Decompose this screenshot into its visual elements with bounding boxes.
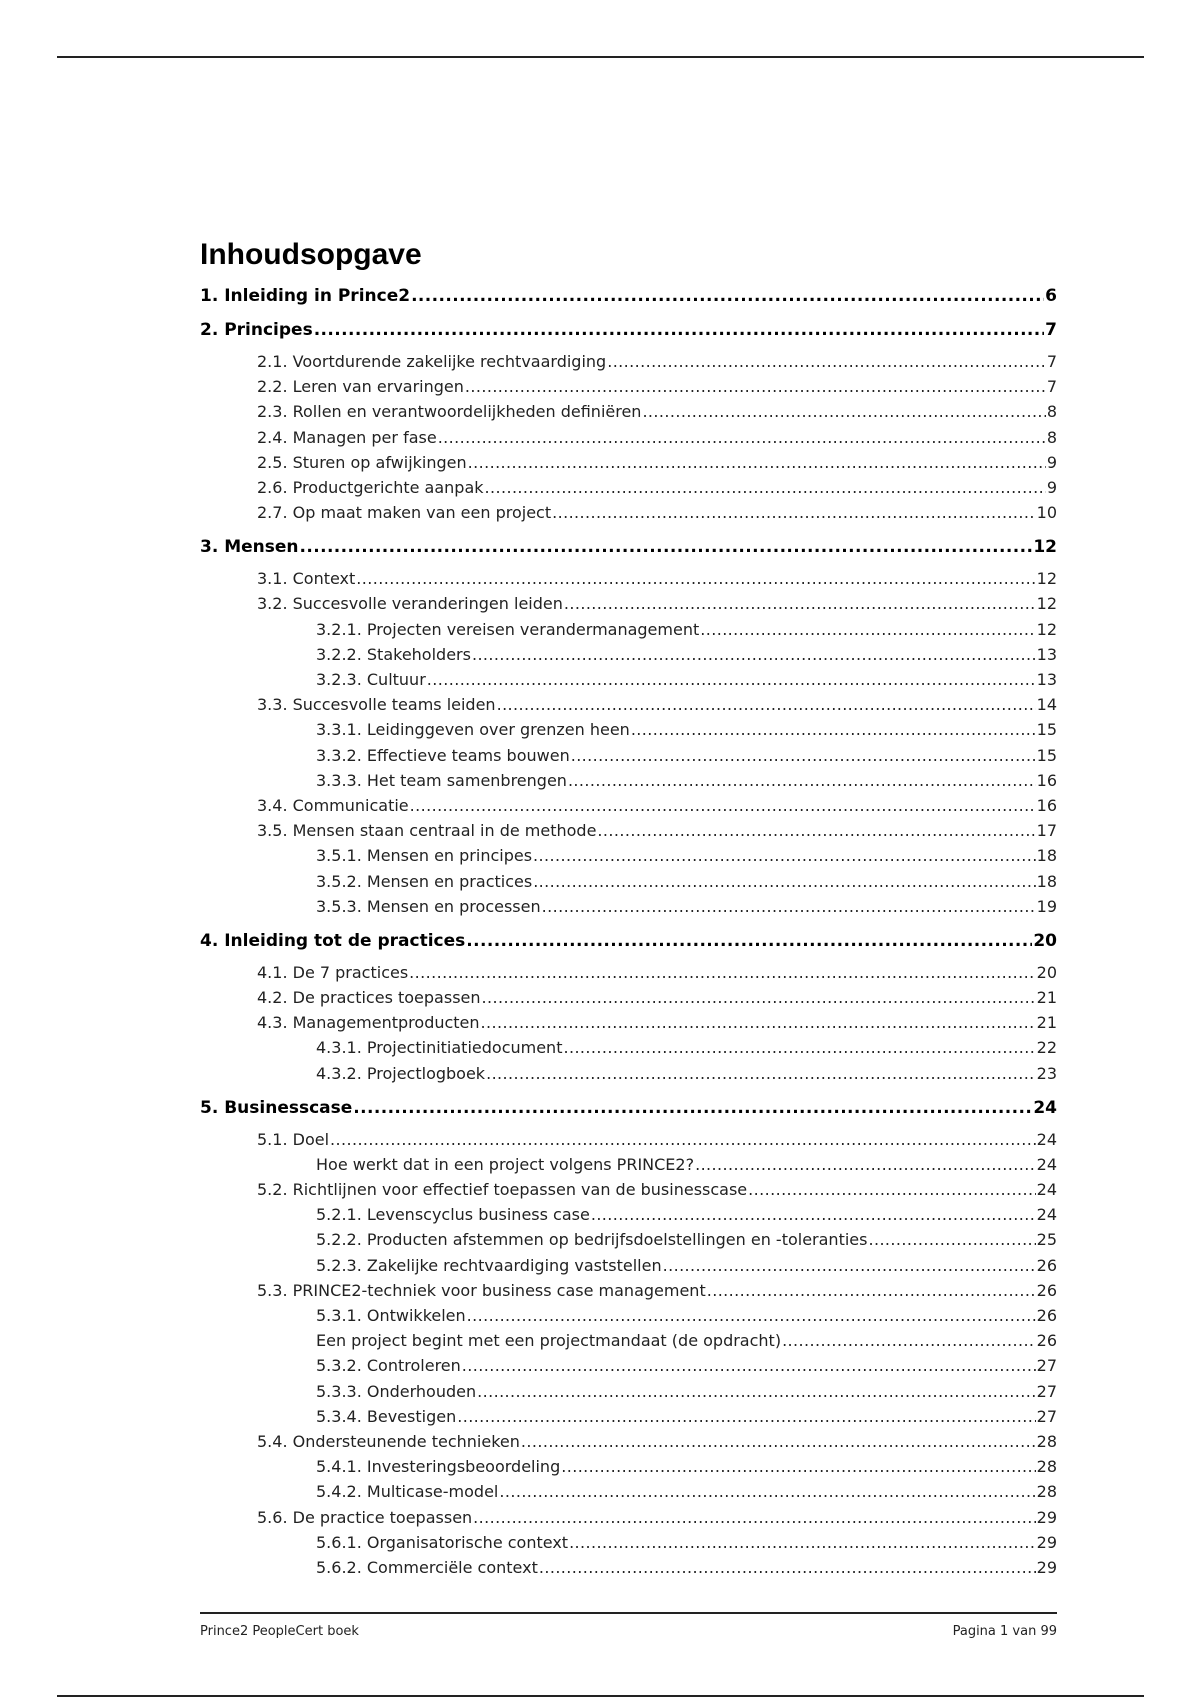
toc-page-number: 16 (1036, 796, 1057, 815)
toc-dot-leader (569, 1533, 1036, 1553)
toc-chapter-entry[interactable] (200, 931, 1057, 951)
toc-dot-leader (591, 1205, 1036, 1225)
toc-dot-leader (314, 320, 1044, 340)
toc-entry-title: 3.3.3. Het team samenbrengen (316, 770, 567, 790)
toc-page-number: 7 (1046, 352, 1057, 371)
toc-entry-title: 5.4.1. Investeringsbeoordeling (316, 1457, 561, 1477)
toc-entry-title: 5.2.2. Producten afstemmen op bedrijfsdoelstellingen en -toleranties (316, 1230, 868, 1250)
toc-page-number: 27 (1036, 1406, 1057, 1426)
toc-page-number: 29 (1036, 1558, 1057, 1577)
toc-entry-title: 1. Inleiding in Prince2 (200, 286, 411, 306)
toc-subsection-entry[interactable] (200, 746, 1057, 766)
footer-page-number: Pagina 1 van 99 (952, 1624, 1057, 1639)
toc-entry-title: 5.1. Doel (257, 1129, 330, 1149)
toc-entry-title: 3.5.2. Mensen en practices (316, 871, 533, 891)
toc-page-number: 18 (1036, 846, 1057, 866)
toc-entry-title: 5.4.2. Multicase-model (316, 1482, 499, 1502)
footer-document-title: Prince2 PeopleCert boek (200, 1624, 359, 1639)
toc-entry-title: Hoe werkt dat in een project volgens PRINCE2? (316, 1154, 695, 1174)
toc-dot-leader (521, 1432, 1036, 1452)
toc-section-entry[interactable] (200, 963, 1057, 983)
toc-dot-leader (597, 821, 1035, 841)
toc-dot-leader (700, 620, 1035, 640)
toc-subsection-entry[interactable] (200, 1533, 1057, 1553)
toc-section-entry[interactable] (200, 453, 1057, 473)
toc-page-number: 18 (1036, 871, 1057, 891)
toc-subsection-entry[interactable] (200, 1064, 1057, 1084)
toc-dot-leader (356, 569, 1035, 589)
toc-dot-leader (482, 988, 1036, 1008)
toc-dot-leader (642, 402, 1045, 422)
toc-page-number: 27 (1036, 1356, 1057, 1376)
toc-entry-title: 3.1. Context (257, 569, 356, 589)
toc-entry-title: 5. Businesscase (200, 1097, 353, 1118)
toc-entry-title: 3.3. Succesvolle teams leiden (257, 695, 496, 715)
toc-subsection-entry[interactable] (200, 670, 1057, 690)
toc-page-number: 14 (1036, 695, 1057, 715)
toc-subsection-entry[interactable] (200, 771, 1057, 791)
toc-entry-title: 5.6. De practice toepassen (257, 1507, 473, 1527)
toc-entry-title: 3.2.2. Stakeholders (316, 644, 471, 664)
toc-page-number: 25 (1036, 1230, 1057, 1250)
toc-entry-title: 2. Principes (200, 320, 313, 340)
toc-entry-title: 2.5. Sturen op afwijkingen (257, 452, 467, 472)
toc-dot-leader (457, 1407, 1035, 1427)
toc-section-entry[interactable] (200, 1180, 1057, 1200)
toc-subsection-entry[interactable] (200, 1407, 1057, 1427)
toc-chapter-entry[interactable] (200, 286, 1057, 306)
toc-page-number: 7 (1045, 320, 1057, 340)
toc-entry-title: 5.2.3. Zakelijke rechtvaardiging vaststellen (316, 1255, 662, 1275)
toc-entry-title: 3.5.1. Mensen en principes (316, 846, 533, 866)
toc-section-entry[interactable] (200, 1130, 1057, 1150)
toc-dot-leader (466, 931, 1032, 951)
toc-page-number: 29 (1036, 1532, 1057, 1552)
toc-page-number: 17 (1036, 821, 1057, 841)
toc-subsection-entry[interactable] (200, 1306, 1057, 1326)
toc-section-entry[interactable] (200, 695, 1057, 715)
toc-chapter-entry[interactable] (200, 537, 1057, 557)
toc-page-number: 15 (1036, 745, 1057, 765)
toc-dot-leader (542, 897, 1036, 917)
toc-entry-title: 5.3.1. Ontwikkelen (316, 1306, 466, 1325)
toc-page-number: 24 (1033, 1097, 1057, 1118)
toc-page-number: 19 (1036, 896, 1057, 916)
toc-page-number: 24 (1036, 1129, 1057, 1149)
toc-subsection-entry[interactable] (200, 1155, 1057, 1175)
toc-dot-leader (411, 286, 1044, 306)
toc-subsection-entry[interactable] (200, 1558, 1057, 1578)
toc-entry-title: 5.2.1. Levenscyclus business case (316, 1205, 590, 1225)
toc-chapter-entry[interactable] (200, 1098, 1057, 1118)
toc-page-number: 20 (1033, 930, 1057, 951)
toc-section-entry[interactable] (200, 478, 1057, 498)
toc-page-number: 6 (1045, 286, 1057, 306)
toc-entry-title: 4.3.2. Projectlogboek (316, 1063, 486, 1083)
toc-page-number: 26 (1036, 1306, 1057, 1325)
toc-page-number: 26 (1036, 1331, 1057, 1351)
toc-entry-title: 5.3.2. Controleren (316, 1356, 461, 1376)
toc-page-number: 21 (1036, 988, 1057, 1007)
toc-page-number: 9 (1046, 452, 1057, 472)
toc-entry-title: 3.5.3. Mensen en processen (316, 896, 541, 916)
toc-entry-title: 4.3.1. Projectinitiatiedocument (316, 1038, 563, 1058)
toc-dot-leader (473, 1508, 1035, 1528)
toc-section-entry[interactable] (200, 352, 1057, 372)
toc-dot-leader (300, 537, 1033, 557)
toc-subsection-entry[interactable] (200, 1230, 1057, 1250)
toc-dot-leader (539, 1558, 1036, 1578)
toc-page-number: 8 (1046, 427, 1057, 447)
toc-dot-leader (410, 796, 1036, 816)
toc-dot-leader (663, 1256, 1036, 1276)
toc-subsection-entry[interactable] (200, 846, 1057, 866)
toc-entry-title: 5.3.4. Bevestigen (316, 1406, 457, 1426)
toc-page-number: 13 (1036, 644, 1057, 664)
toc-dot-leader (467, 1306, 1036, 1326)
toc-dot-leader (563, 1038, 1035, 1058)
toc-dot-leader (561, 1457, 1035, 1477)
toc-dot-leader (695, 1155, 1036, 1175)
toc-section-entry[interactable] (200, 1508, 1057, 1528)
toc-section-entry[interactable] (200, 1432, 1057, 1452)
toc-subsection-entry[interactable] (200, 645, 1057, 665)
top-page-rule (57, 56, 1144, 58)
toc-page-number: 26 (1036, 1255, 1057, 1275)
toc-section-entry[interactable] (200, 377, 1057, 397)
toc-page-number: 9 (1046, 478, 1057, 497)
toc-page-number: 7 (1046, 377, 1057, 397)
toc-dot-leader (497, 695, 1036, 715)
toc-entry-title: 4.2. De practices toepassen (257, 988, 481, 1007)
toc-dot-leader (782, 1331, 1036, 1351)
toc-dot-leader (868, 1230, 1035, 1250)
toc-dot-leader (571, 746, 1036, 766)
toc-section-entry[interactable] (200, 503, 1057, 523)
toc-dot-leader (748, 1180, 1035, 1200)
toc-section-entry[interactable] (200, 569, 1057, 589)
toc-entry-title: 3.2.1. Projecten vereisen verandermanagement (316, 619, 700, 639)
toc-dot-leader (465, 377, 1046, 397)
toc-entry-title: 3. Mensen (200, 537, 299, 558)
toc-section-entry[interactable] (200, 594, 1057, 614)
toc-entry-title: 2.3. Rollen en verantwoordelijkheden definiëren (257, 402, 642, 422)
toc-dot-leader (485, 478, 1046, 498)
toc-page-number: 12 (1036, 619, 1057, 639)
toc-page-number: 24 (1036, 1180, 1057, 1199)
toc-entry-title: 5.3.3. Onderhouden (316, 1381, 477, 1401)
toc-entry-title: 5.6.1. Organisatorische context (316, 1532, 569, 1552)
toc-entry-title: 2.7. Op maat maken van een project (257, 503, 552, 523)
toc-page-number: 27 (1036, 1381, 1057, 1401)
toc-dot-leader (472, 645, 1036, 665)
toc-subsection-entry[interactable] (200, 1256, 1057, 1276)
toc-dot-leader (533, 872, 1035, 892)
toc-section-entry[interactable] (200, 988, 1057, 1008)
toc-subsection-entry[interactable] (200, 1457, 1057, 1477)
toc-subsection-entry[interactable] (200, 720, 1057, 740)
toc-subsection-entry[interactable] (200, 1356, 1057, 1376)
toc-dot-leader (353, 1098, 1032, 1118)
toc-page-number: 28 (1036, 1432, 1057, 1451)
toc-subsection-entry[interactable] (200, 1482, 1057, 1502)
toc-section-entry[interactable] (200, 821, 1057, 841)
toc-page-number: 24 (1036, 1205, 1057, 1225)
toc-page-number: 10 (1036, 503, 1057, 523)
toc-chapter-entry[interactable] (200, 320, 1057, 340)
toc-page-number: 23 (1036, 1063, 1057, 1083)
toc-dot-leader (477, 1382, 1036, 1402)
toc-entry-title: 4.3. Managementproducten (257, 1013, 480, 1033)
toc-section-entry[interactable] (200, 1281, 1057, 1301)
toc-page-number: 12 (1033, 537, 1057, 558)
toc-entry-title: 3.5. Mensen staan centraal in de methode (257, 821, 597, 841)
toc-dot-leader (468, 453, 1046, 473)
toc-page-number: 20 (1036, 962, 1057, 982)
toc-entry-title: 4. Inleiding tot de practices (200, 930, 466, 951)
toc-dot-leader (438, 428, 1046, 448)
toc-subsection-entry[interactable] (200, 620, 1057, 640)
toc-page-number: 8 (1046, 402, 1057, 422)
toc-page-number: 28 (1036, 1457, 1057, 1477)
toc-dot-leader (564, 594, 1036, 614)
toc-section-entry[interactable] (200, 428, 1057, 448)
toc-subsection-entry[interactable] (200, 1038, 1057, 1058)
toc-page-number: 13 (1036, 670, 1057, 689)
toc-page-number: 12 (1036, 569, 1057, 589)
toc-entry-title: 2.4. Managen per fase (257, 427, 437, 447)
toc-page-number: 21 (1036, 1013, 1057, 1033)
toc-dot-leader (607, 352, 1046, 372)
toc-subsection-entry[interactable] (200, 1382, 1057, 1402)
toc-entry-title: 2.2. Leren van ervaringen (257, 377, 464, 397)
toc-entry-title: 3.3.2. Effectieve teams bouwen (316, 745, 570, 765)
toc-dot-leader (552, 503, 1036, 523)
toc-dot-leader (631, 720, 1036, 740)
toc-dot-leader (427, 670, 1036, 690)
toc-entry-title: 4.1. De 7 practices (257, 962, 409, 982)
toc-entry-title: 5.6.2. Commerciële context (316, 1558, 538, 1577)
toc-subsection-entry[interactable] (200, 897, 1057, 917)
toc-section-entry[interactable] (200, 1013, 1057, 1033)
toc-entry-title: 3.3.1. Leidinggeven over grenzen heen (316, 720, 630, 740)
toc-dot-leader (462, 1356, 1036, 1376)
toc-page-number: 28 (1036, 1482, 1057, 1502)
toc-entry-title: 5.2. Richtlijnen voor effectief toepassen van de businesscase (257, 1180, 748, 1199)
toc-subsection-entry[interactable] (200, 1331, 1057, 1351)
toc-section-entry[interactable] (200, 402, 1057, 422)
toc-entry-title: 2.1. Voortdurende zakelijke rechtvaardiging (257, 352, 607, 371)
toc-subsection-entry[interactable] (200, 872, 1057, 892)
toc-dot-leader (481, 1013, 1036, 1033)
page-title: Inhoudsopgave (200, 238, 422, 271)
toc-dot-leader (409, 963, 1035, 983)
toc-entry-title: 3.2.3. Cultuur (316, 670, 426, 689)
toc-page-number: 29 (1036, 1507, 1057, 1527)
toc-entry-title: 3.2. Succesvolle veranderingen leiden (257, 594, 563, 614)
toc-page-number: 24 (1036, 1154, 1057, 1174)
toc-dot-leader (533, 846, 1036, 866)
toc-page-number: 22 (1036, 1038, 1057, 1058)
toc-page-number: 12 (1036, 594, 1057, 614)
toc-dot-leader (707, 1281, 1036, 1301)
toc-dot-leader (486, 1064, 1036, 1084)
bottom-page-rule (57, 1695, 1144, 1697)
toc-subsection-entry[interactable] (200, 1205, 1057, 1225)
toc-page-number: 16 (1036, 770, 1057, 790)
toc-entry-title: 2.6. Productgerichte aanpak (257, 478, 484, 497)
footer-rule (200, 1612, 1057, 1614)
toc-dot-leader (330, 1130, 1036, 1150)
toc-dot-leader (499, 1482, 1035, 1502)
toc-section-entry[interactable] (200, 796, 1057, 816)
toc-page-number: 26 (1036, 1280, 1057, 1300)
toc-entry-title: 5.4. Ondersteunende technieken (257, 1432, 520, 1451)
toc-entry-title: 3.4. Communicatie (257, 796, 409, 815)
toc-entry-title: 5.3. PRINCE2-techniek voor business case management (257, 1280, 706, 1300)
toc-page-number: 15 (1036, 720, 1057, 740)
toc-dot-leader (568, 771, 1036, 791)
toc-entry-title: Een project begint met een projectmandaat (de opdracht) (316, 1331, 782, 1351)
